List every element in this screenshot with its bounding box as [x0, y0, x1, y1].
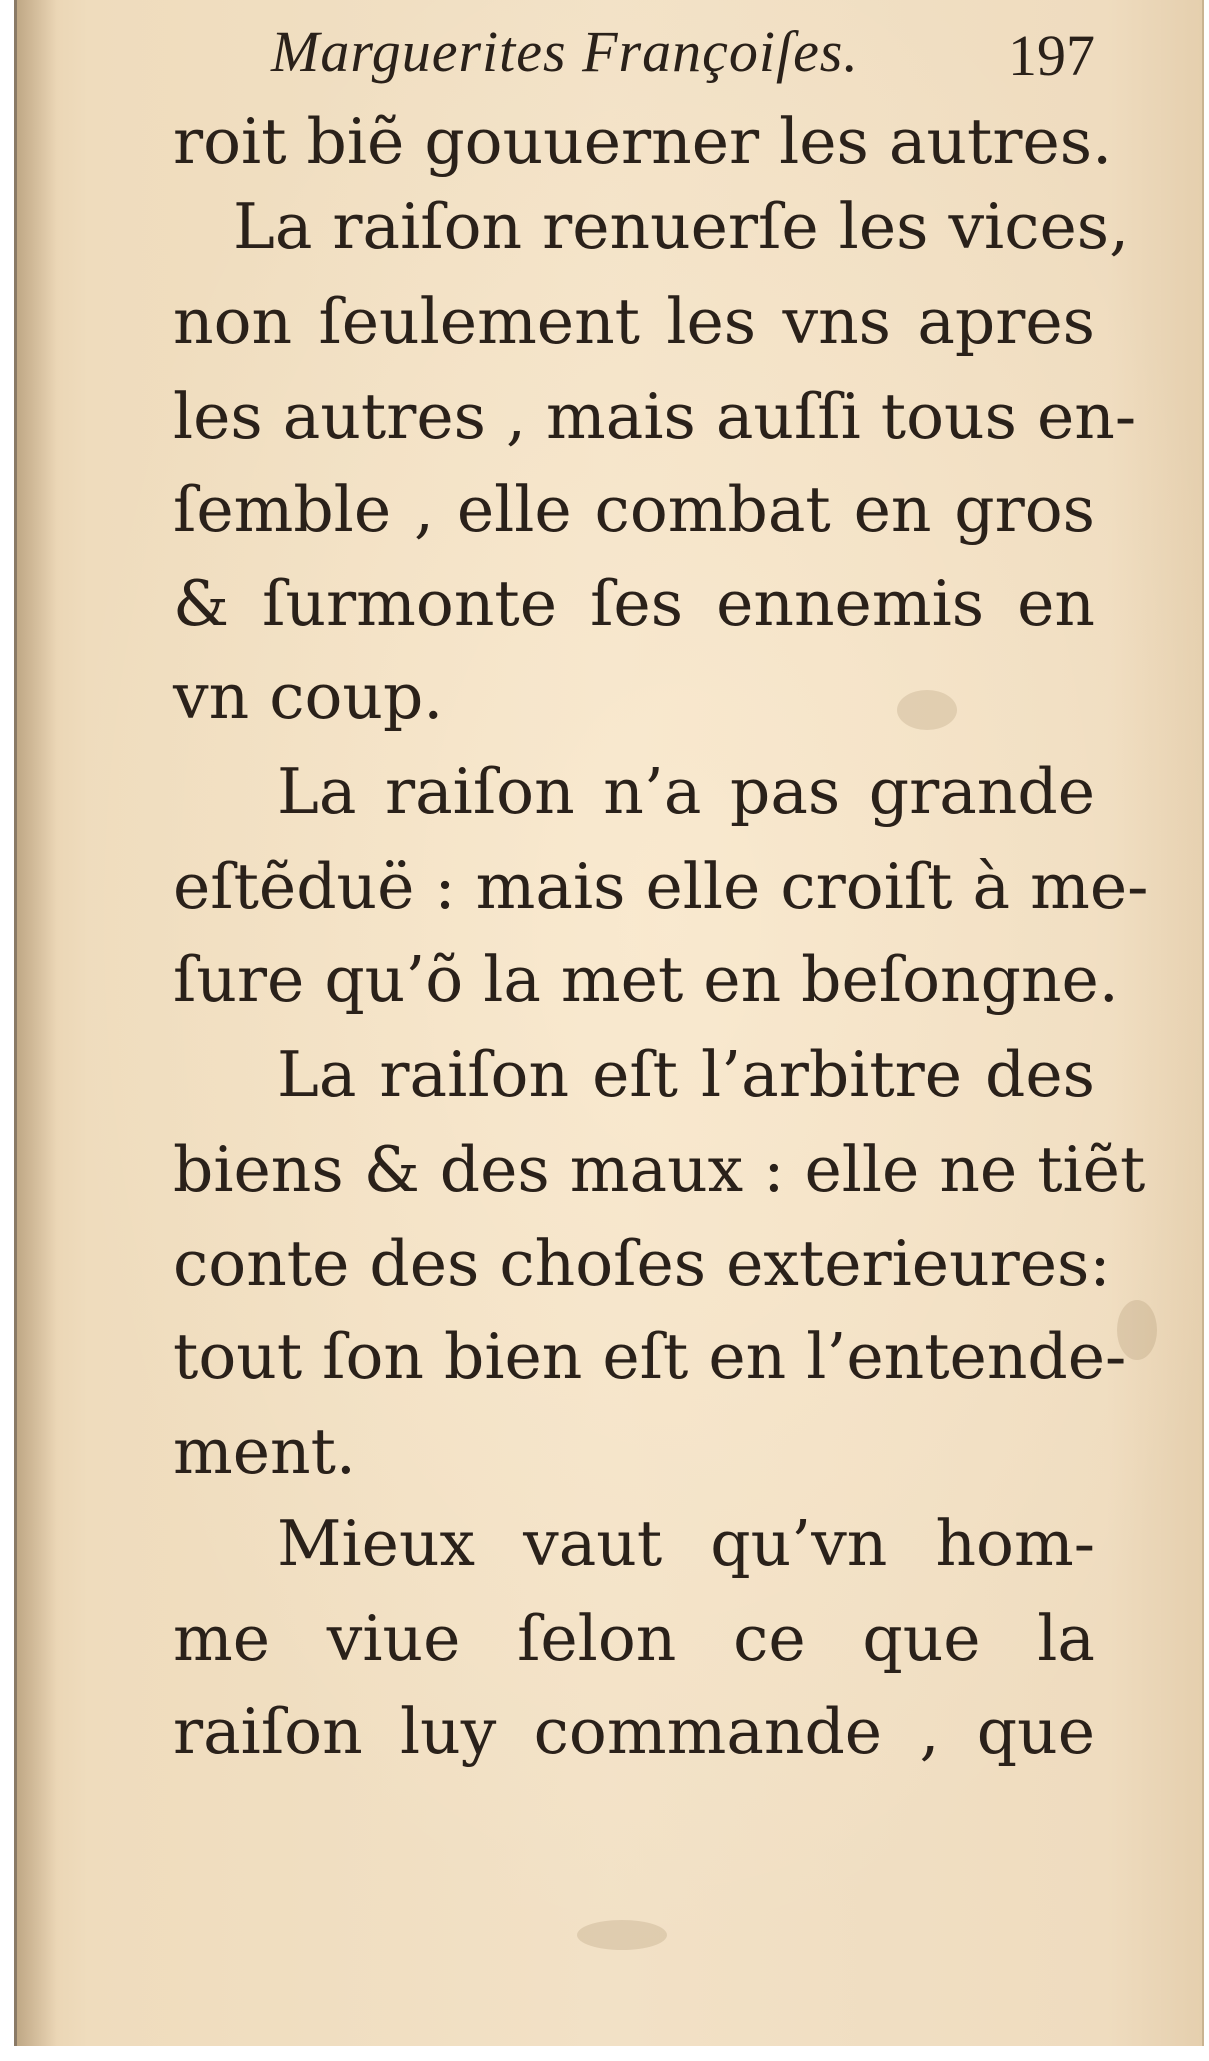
running-title: Marguerites Françoiſes.: [271, 19, 859, 84]
text-line: vn coup.: [173, 660, 444, 733]
text-line: ſure qu’õ la met en beſongne.: [173, 943, 1119, 1016]
text-line: Mieux vaut qu’vn hom-: [277, 1507, 1095, 1580]
text-line: non ſeulement les vns apres: [173, 285, 1095, 358]
text-line: me viue ſelon ce que la: [173, 1602, 1095, 1675]
text-line: eſtẽduë : mais elle croiſt à me-: [173, 850, 1149, 923]
book-page: [14, 0, 1204, 2046]
text-line: biens & des maux : elle ne tiẽt: [173, 1133, 1146, 1206]
page-number: 197: [1008, 23, 1095, 88]
text-line: ment.: [173, 1415, 356, 1488]
text-line: conte des choſes exterieures:: [173, 1227, 1111, 1300]
gutter-shadow: [17, 0, 57, 2046]
text-line: raiſon luy commande , que: [173, 1695, 1095, 1768]
text-line: roit biẽ gouuerner les autres.: [173, 105, 1113, 178]
text-line: & ſurmonte ſes ennemis en: [173, 567, 1095, 640]
text-line: La raiſon eſt l’arbitre des: [277, 1038, 1095, 1111]
text-line: ſemble , elle combat en gros: [173, 473, 1095, 546]
text-line: La raiſon renuerſe les vices,: [233, 190, 1130, 263]
text-line: tout ſon bien eſt en l’entende-: [173, 1320, 1127, 1393]
body-text: [173, 0, 1149, 2046]
text-line: les autres , mais auſſi tous en-: [173, 380, 1137, 453]
text-line: La raiſon n’a pas grande: [277, 755, 1095, 828]
